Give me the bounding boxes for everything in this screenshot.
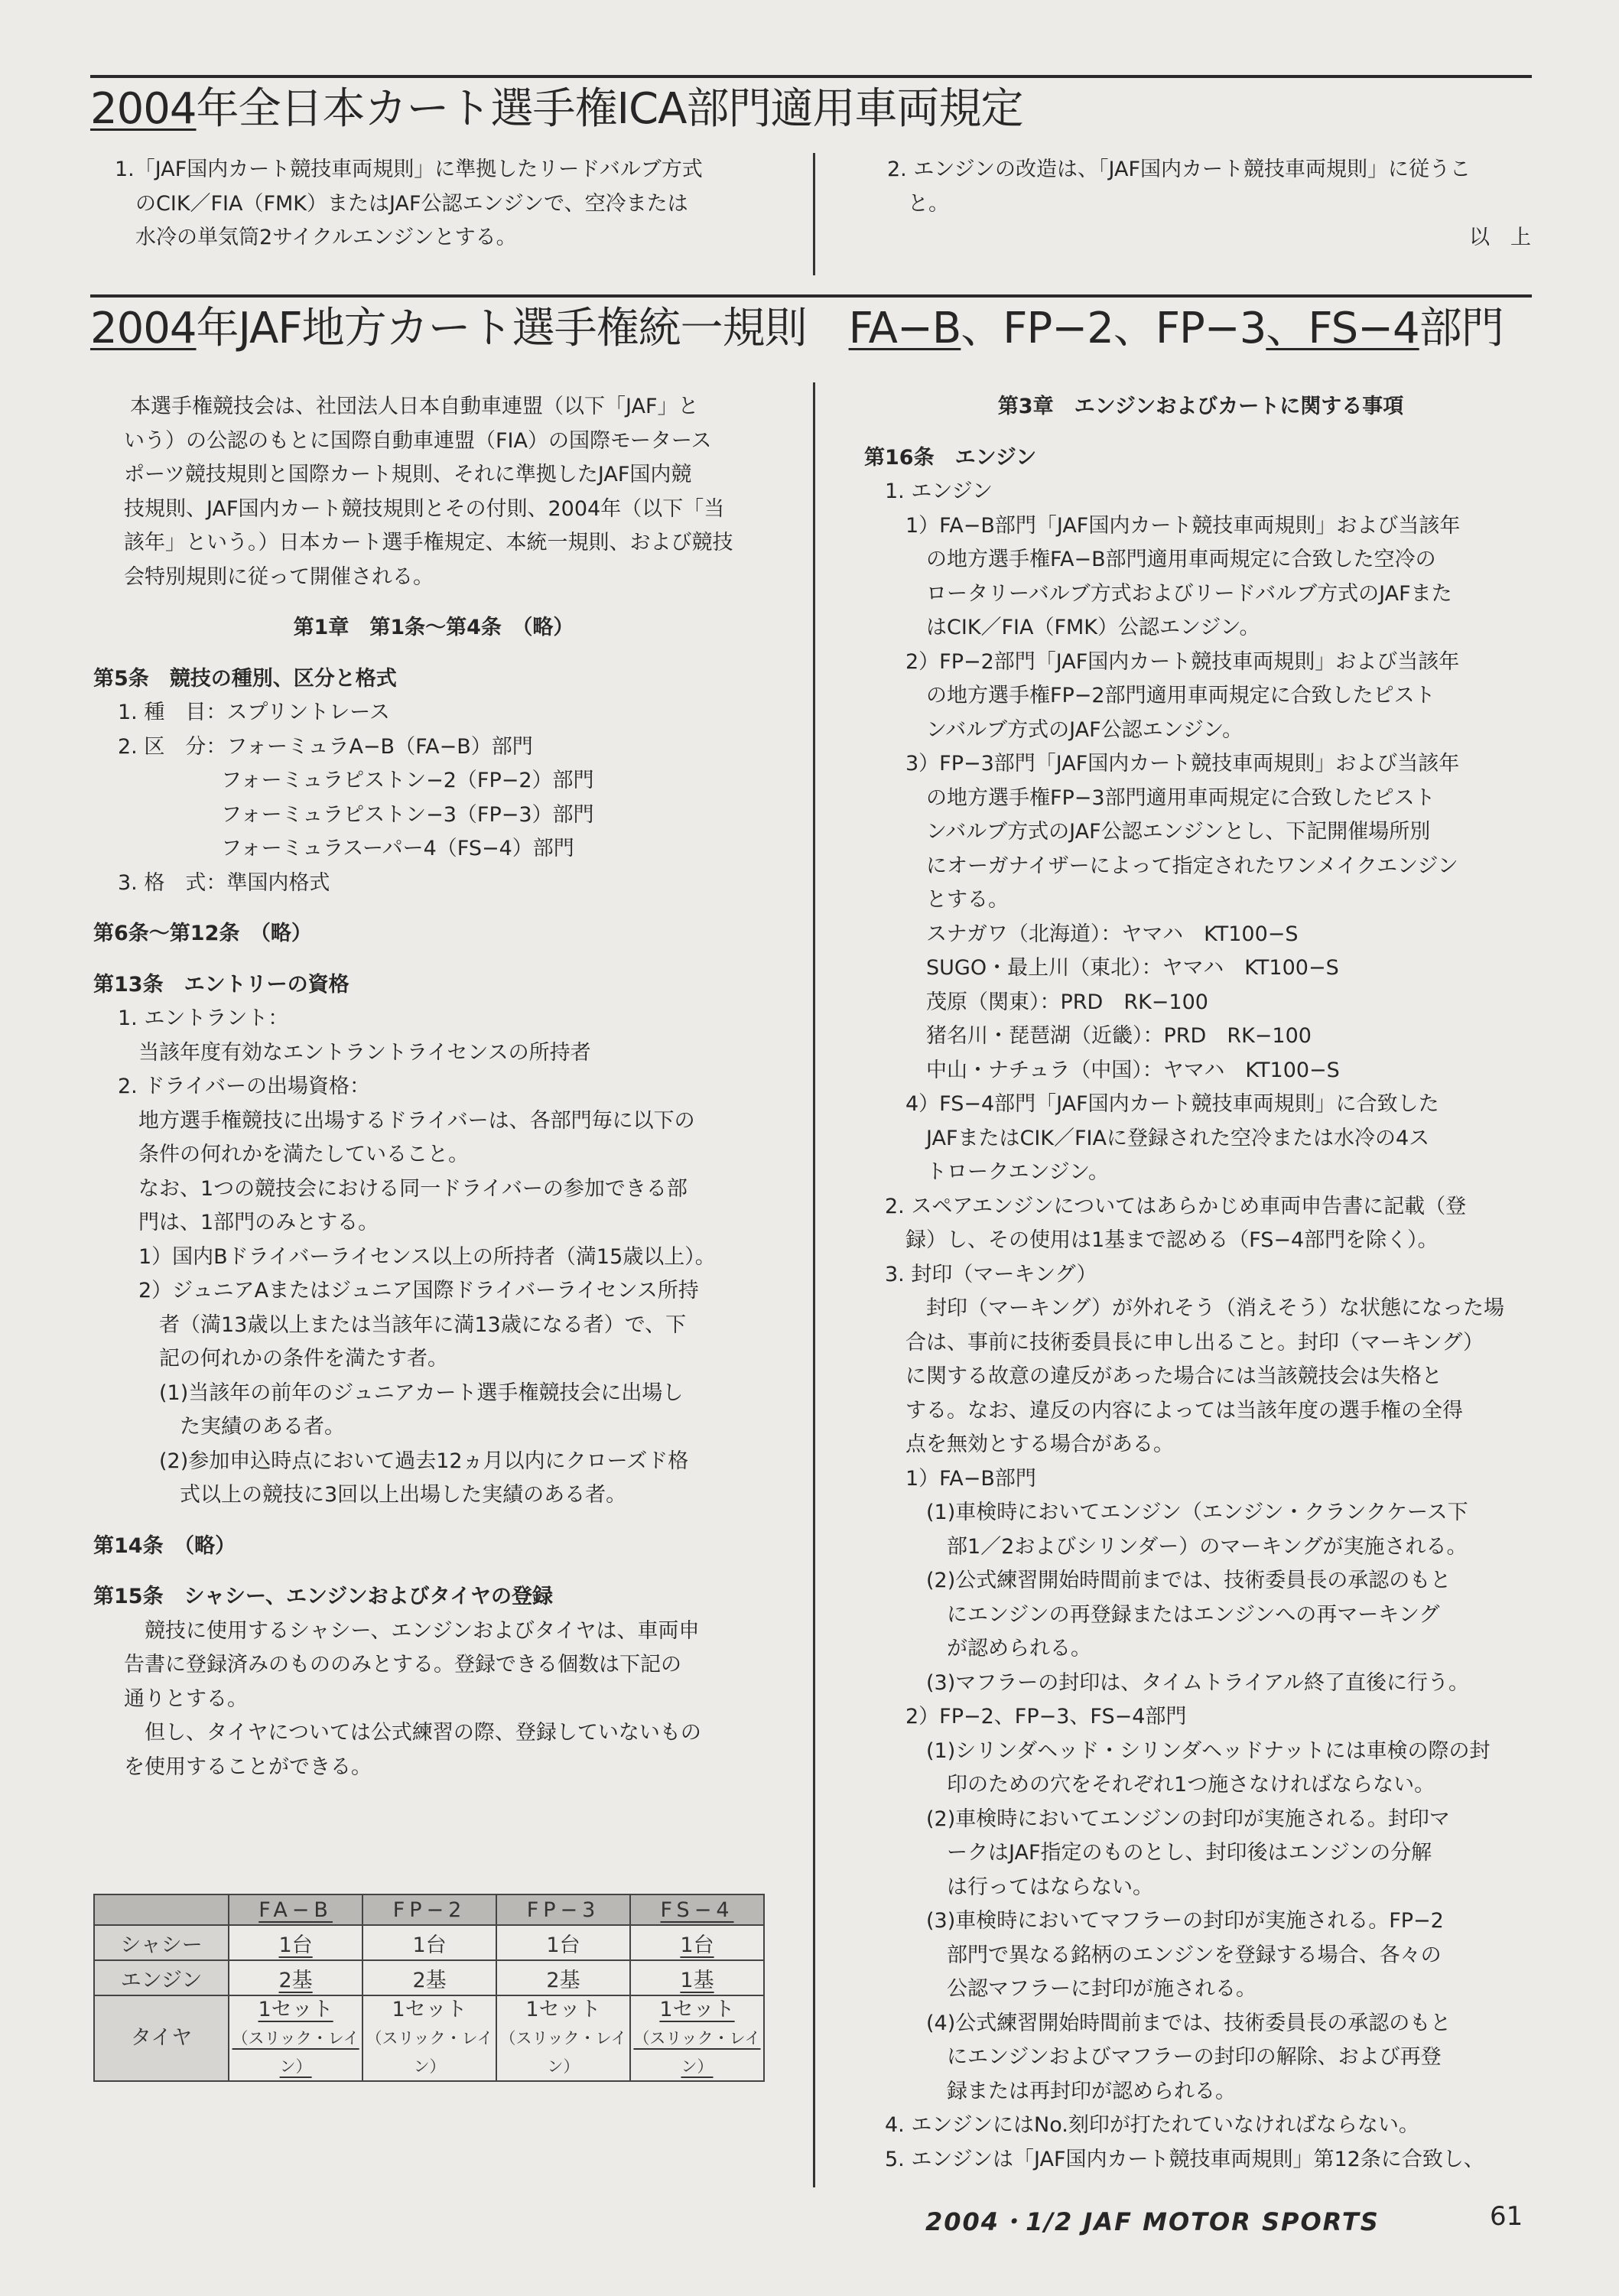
intro-line: いう）の公認のもとに国際自動車連盟（FIA）の国際モータース [124, 428, 712, 453]
left-column [93, 390, 774, 1784]
article13-line: 式以上の競技に3回以上出場した実績のある者。 [118, 1483, 627, 1507]
intro-line: 該年」という。）日本カート選手権規定、本統一規則、および競技 [124, 531, 733, 554]
section2-rule [90, 294, 1532, 298]
article16-line: (2)車検時においてエンジンの封印が実施される。封印マ [864, 1807, 1450, 1831]
article16-line: 部門で異なる銘柄のエンジンを登録する場合、各々の [864, 1943, 1442, 1967]
chapter3-heading: 第3章 エンジンおよびカートに関する事項 [997, 395, 1404, 418]
article15-line: 競技に使用するシャシー、エンジンおよびタイヤは、車両申 [124, 1618, 700, 1643]
article13-line: (2)参加申込時点において過去12ヵ月以内にクローズド格 [118, 1449, 689, 1473]
article13-line: 2）ジュニアAまたはジュニア国際ドライバーライセンス所持 [118, 1279, 699, 1302]
article16-line: の地方選手権FP−2部門適用車両規定に合致したピスト [864, 684, 1435, 707]
article16-line: ンバルブ方式のJAF公認エンジン。 [864, 717, 1244, 742]
article5-item: 2. 区 分：フォーミュラA−B（FA−B）部門 [118, 734, 533, 759]
article16-line: 5. エンジンは「JAF国内カート競技車両規則」第12条に合致し、 [864, 2147, 1484, 2171]
article14-heading: 第14条 （略） [93, 1533, 236, 1558]
table-cell: 1セット （スリック・レイン） [229, 1995, 362, 2081]
article16-line: 点を無効とする場合がある。 [864, 1433, 1174, 1456]
article16-line: (1)車検時においてエンジン（エンジン・クランクケース下 [864, 1501, 1468, 1524]
article5-item: 3. 格 式：準国内格式 [118, 870, 330, 895]
article13-line: なお、1つの競技会における同一ドライバーの参加できる部 [118, 1176, 688, 1201]
article5-heading: 第5条 競技の種別、区分と格式 [93, 666, 397, 691]
article16-line: SUGO・最上川（東北）：ヤマハ KT100−S [864, 956, 1339, 980]
table-row-label: シャシー [94, 1925, 229, 1960]
article16-line: 印のための穴をそれぞれ1つ施さなければならない。 [864, 1773, 1435, 1797]
article16-line: 部1／2およびシリンダー）のマーキングが実施される。 [864, 1534, 1468, 1559]
table-cell: 1セット （スリック・レイン） [496, 1995, 630, 2081]
section1-title-year: 2004 [90, 84, 197, 134]
table-cell: 1セット （スリック・レイン） [362, 1995, 496, 2081]
table-cell: 1セット （スリック・レイン） [630, 1995, 764, 2081]
article16-line: 中山・ナチュラ（中国）：ヤマハ KT100−S [864, 1058, 1340, 1082]
table-cell: 2基 [496, 1960, 630, 1995]
table-header-cell: FP−2 [362, 1894, 496, 1925]
article15-line: 告書に登録済みのもののみとする。登録できる個数は下記の [124, 1653, 681, 1676]
article13-line: 2. ドライバーの出場資格： [118, 1075, 370, 1098]
article16-line: 1）FA−B部門 [864, 1466, 1036, 1491]
top-rule [90, 75, 1532, 78]
article16-line: が認められる。 [864, 1637, 1091, 1660]
table-row [94, 1925, 764, 1960]
article16-line: JAFまたはCIK／FIAに登録された空冷または水冷の4ス [864, 1126, 1430, 1150]
registration-table [93, 1894, 765, 2082]
page-number: 61 [1490, 2201, 1523, 2232]
article16-line: 3）FP−3部門「JAF国内カート競技車両規則」および当該年 [864, 752, 1460, 776]
article16-line: 録または再封印が認められる。 [864, 2079, 1236, 2103]
table-cell: 1台 [496, 1925, 630, 1960]
intro-line: 本選手権競技会は、社団法人日本自動車連盟（以下「JAF」と [130, 395, 699, 418]
table-header-cell: FA−B [229, 1894, 362, 1925]
table-cell: 2基 [229, 1960, 362, 1995]
article16-line: 茂原（関東）：PRD RK−100 [864, 990, 1208, 1014]
article16-line: の地方選手権FP−3部門適用車両規定に合致したピスト [864, 785, 1435, 810]
article13-line: 地方選手権競技に出場するドライバーは、各部門毎に以下の [118, 1108, 695, 1133]
article16-line: する。なお、違反の内容によっては当該年度の選手権の全得 [864, 1398, 1463, 1423]
article16-line: 公認マフラーに封印が施される。 [864, 1977, 1257, 2001]
article16-line: (3)車検時においてマフラーの封印が実施される。FP−2 [864, 1909, 1444, 1933]
section2-title-fp: 、FP−2、FP−3 [961, 304, 1266, 353]
section1-right [887, 153, 1537, 255]
article16-line: 合は、事前に技術委員長に申し出ること。封印（マーキング） [864, 1330, 1484, 1355]
article16-line: は行ってはならない。 [864, 1875, 1153, 1899]
intro-line: 技規則、JAF国内カート競技規則とその付則、2004年（以下「当 [124, 496, 725, 521]
article16-line: 1）FA−B部門「JAF国内カート競技車両規則」および当該年 [864, 513, 1461, 538]
article16-line: (3)マフラーの封印は、タイムトライアル終了直後に行う。 [864, 1670, 1470, 1695]
section1-title [90, 83, 1543, 136]
article13-line: 1）国内Bドライバーライセンス以上の所持者（満15歳以上）。 [118, 1244, 716, 1269]
article16-line: の地方選手権FA−B部門適用車両規定に合致した空冷の [864, 548, 1436, 571]
table-row-label: タイヤ [94, 1995, 229, 2081]
article16-line: に関する故意の違反があった場合には当該競技会は失格と [864, 1364, 1442, 1388]
article16-line: 2）FP−2部門「JAF国内カート競技車両規則」および当該年 [864, 649, 1460, 674]
section1-right-line: 2. エンジンの改造は、「JAF国内カート競技車両規則」に従うこ [887, 158, 1471, 181]
article16-line: (2)公式練習開始時間前までは、技術委員長の承認のもと [864, 1569, 1452, 1592]
table-header-cell: FP−3 [496, 1894, 630, 1925]
section1-title-text: 年全日本カート選手権ICA部門適用車両規定 [196, 84, 1023, 134]
table-row [94, 1960, 764, 1995]
section2-title-text: 年JAF地方カート選手権統一規則 [196, 304, 849, 353]
article16-line: 4. エンジンにはNo.刻印が打たれていなければならない。 [864, 2113, 1419, 2137]
section1-end-mark: 以 上 [1469, 226, 1531, 249]
section1-left-line: のCIK／FIA（FMK）またはJAF公認エンジンで、空冷または [115, 191, 688, 216]
article16-line: にエンジンおよびマフラーの封印の解除、および再登 [864, 2045, 1442, 2069]
article16-line: 2）FP−2、FP−3、FS−4部門 [864, 1705, 1187, 1729]
article13-line: 門は、1部門のみとする。 [118, 1211, 379, 1234]
table-cell: 1台 [362, 1925, 496, 1960]
section2-title-year: 2004 [90, 304, 197, 353]
article16-line: 4）FS−4部門「JAF国内カート競技車両規則」に合致した [864, 1092, 1439, 1116]
article16-line: 録）し、その使用は1基まで認める（FS−4部門を除く）。 [864, 1228, 1439, 1252]
table-row [94, 1995, 764, 2081]
section2-title-fs4: 、FS−4 [1266, 304, 1419, 353]
article13-line: (1)当該年の前年のジュニアカート選手権競技会に出場し [118, 1381, 684, 1405]
article16-heading: 第16条 エンジン [864, 445, 1037, 470]
article16-line: 1. エンジン [864, 480, 993, 503]
article16-line: 封印（マーキング）が外れそう（消えそう）な状態になった場 [864, 1296, 1504, 1320]
table-header-row [94, 1894, 764, 1925]
magazine-footer: 2004・1/2 JAF MOTOR SPORTS [925, 2207, 1380, 2236]
section1-column-divider [813, 153, 815, 275]
article13-line: 者（満13歳以上または当該年に満13歳になる者）で、下 [118, 1312, 687, 1337]
article15-line: 通りとする。 [124, 1686, 248, 1711]
section2-title [90, 302, 1543, 356]
article16-line: トロークエンジン。 [864, 1160, 1109, 1184]
article15-heading: 第15条 シャシー、エンジンおよびタイヤの登録 [93, 1585, 554, 1608]
article5-item: フォーミュラピストン−2（FP−2）部門 [118, 769, 594, 792]
table-header-cell [94, 1894, 229, 1925]
article16-line: はCIK／FIA（FMK）公認エンジン。 [864, 616, 1260, 639]
article13-line: 条件の何れかを満たしていること。 [118, 1143, 469, 1166]
table-row-label: エンジン [94, 1960, 229, 1995]
section1-right-line: と。 [887, 191, 949, 216]
article16-line: 3. 封印（マーキング） [864, 1262, 1097, 1286]
article13-line: 当該年度有効なエントラントライセンスの所持者 [118, 1040, 591, 1065]
table-cell: 2基 [362, 1960, 496, 1995]
section1-left-line: 1.「JAF国内カート競技車両規則」に準拠したリードバルブ方式 [115, 158, 703, 181]
article16-line: とする。 [864, 888, 1009, 912]
article5-item: 1. 種 目：スプリントレース [118, 701, 390, 724]
section2-column-divider [813, 382, 815, 2187]
article16-line: (1)シリンダヘッド・シリンダヘッドナットには車検の際の封 [864, 1738, 1491, 1763]
article5-item: フォーミュラピストン−3（FP−3）部門 [118, 802, 594, 827]
table-header-cell: FS−4 [630, 1894, 764, 1925]
article13-line: た実績のある者。 [118, 1415, 345, 1439]
article16-line: ロータリーバルブ方式およびリードバルブ方式のJAFまた [864, 581, 1452, 606]
article6-12-heading: 第6条〜第12条 （略） [93, 922, 312, 945]
right-column [864, 390, 1537, 2177]
table-cell: 1台 [229, 1925, 362, 1960]
intro-line: 会特別規則に従って開催される。 [124, 564, 434, 589]
table-cell: 1台 [630, 1925, 764, 1960]
article16-line: (4)公式練習開始時間前までは、技術委員長の承認のもと [864, 2011, 1452, 2035]
article15-line: 但し、タイヤについては公式練習の際、登録していないもの [124, 1721, 701, 1745]
section1-left-line: 水冷の単気筒2サイクルエンジンとする。 [115, 226, 517, 249]
article16-body [864, 475, 1537, 2177]
intro-line: ポーツ競技規則と国際カート規則、それに準拠したJAF国内競 [124, 463, 692, 486]
article5-item: フォーミュラスーパー4（FS−4）部門 [118, 837, 574, 860]
article13-line: 記の何れかの条件を満たす者。 [118, 1347, 448, 1371]
article16-line: スナガワ（北海道）：ヤマハ KT100−S [864, 922, 1299, 946]
article15-line: を使用することができる。 [124, 1755, 372, 1779]
article16-line: にオーガナイザーによって指定されたワンメイクエンジン [864, 854, 1458, 878]
article16-line: 2. スペアエンジンについてはあらかじめ車両申告書に記載（登 [864, 1194, 1467, 1218]
section1-left [115, 153, 772, 255]
chapter1-heading: 第1章 第1条〜第4条 （略） [293, 616, 574, 639]
article16-line: ークはJAF指定のものとし、封印後はエンジンの分解 [864, 1841, 1432, 1865]
article16-line: 猪名川・琵琶湖（近畿）：PRD RK−100 [864, 1024, 1312, 1048]
article13-heading: 第13条 エントリーの資格 [93, 972, 349, 997]
article13-line: 1. エントラント： [118, 1007, 289, 1030]
section2-title-fab: FA−B [848, 304, 961, 353]
article16-line: ンバルブ方式のJAF公認エンジンとし、下記開催場所別 [864, 820, 1431, 844]
section2-title-suffix: 部門 [1419, 304, 1504, 353]
table-cell: 1基 [630, 1960, 764, 1995]
article16-line: にエンジンの再登録またはエンジンへの再マーキング [864, 1602, 1440, 1627]
